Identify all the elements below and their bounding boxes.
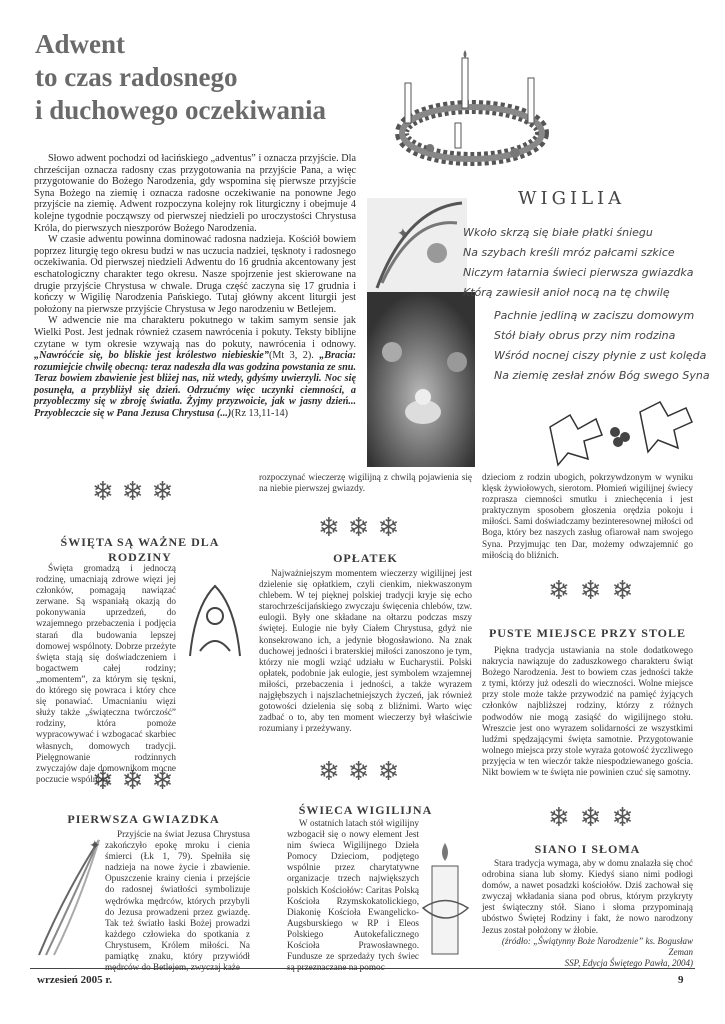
advent-wreath-icon <box>390 48 555 173</box>
snowflake-icon-row <box>92 479 181 505</box>
bible-reference: (Mt 3, 2). <box>268 350 320 362</box>
snowflake-icon: ❄ <box>151 766 182 795</box>
intro-paragraph: W czasie adwentu powinna dominować radosna nadzieja. Kościół bowiem poprzez liturgię tego okresu budzi w nas uczucia nadziei, tęsknoty i radosnego oczekiwania. Od pierwszej niedzieli Adwentu do 16 grudnia akcentowany jest eschatologiczny charakter tego okresu. Nasze spojrzenie jest skierowane na drugie przyjście Chrystusa w chwale. Druga część zaczyna się 17 grudnia i kończy w Wigilię Narodzenia Pańskiego. Tutaj główny akcent liturgii jest położony na pierwsze przyjście Chrystusa w Jego narodzeniu w Betlejem. <box>34 234 356 315</box>
snowflake-icon-row <box>318 759 407 785</box>
snowflake-icon: ❄ <box>377 513 408 542</box>
section-heading: OPŁATEK <box>333 551 398 565</box>
source-note: SSP, Edycja Świętego Pawła, 2004) <box>564 957 693 968</box>
section-text <box>482 858 693 969</box>
bible-quote: „Bracia: rozumiejcie chwilę obecną: teraz nadeszła dla was godzina powstania ze snu. Teraz bowiem zbawienie jest bliżej nas, niż wtedy, gdyśmy uwierzyli. Noc się posunęła, a przybliżył się dzień. Odrzućmy więc uczynki ciemności, a przyobleczmy się w zbroję światła. Żyjmy przyzwoicie, jak w jasny dzień... Przyobleczcie się w Pana Jezusa Chrystusa (...) <box>34 350 356 420</box>
title-line: i duchowego oczekiwania <box>35 95 327 125</box>
intro-article <box>34 153 356 420</box>
section-text <box>36 563 176 785</box>
section-paragraph: Piękna tradycja ustawiania na stole dodatkowego nakrycia nawiązuje do zaduszkowego charakteru świąt Bożego Narodzenia. Jest to bowiem czas jedności także z tymi, którzy już odeszli do wieczności. Wolne miejsce przy stole może także przywodzić na pamięć żyjących członków najbliższej rodziny, którzy z różnych podwodów nie mogą zasiąść do wigilijnego stołu. Wreszcie jest ono wyrazem solidarności ze wszystkimi ludźmi spędzającymi święta samotnie. Przygotowanie wolnego miejsca przy stole wyraża gotowość życzliwego przyjęcia w ten wieczór także niespodziewanego gościa. Nikt bowiem w te święta nie powinien czuć się samotny. <box>482 645 693 778</box>
snowflake-icon: ❄ <box>548 576 580 605</box>
section-text <box>105 829 250 973</box>
poem-line: Którą zawiesił anioł nocą na tę chwilę <box>463 286 670 299</box>
snowflake-icon: ❄ <box>318 513 348 542</box>
poem-title: WIGILIA <box>518 188 626 209</box>
poem-line: Stół biały obrus przy nim rodzina <box>494 329 676 342</box>
holly-icon <box>545 392 705 467</box>
snowflake-icon: ❄ <box>92 766 122 795</box>
comet-star-icon <box>34 835 104 960</box>
snowflake-icon: ❄ <box>92 477 122 506</box>
poem-line: Niczym łatarnia świeci pierwsza gwiazdka <box>463 266 694 279</box>
title-line: to czas radosnego <box>35 62 238 92</box>
section-paragraph: Najważniejszym momentem wieczerzy wigilijnej jest dzielenie się opłatkiem, czyli cienkim, niekwaszonym chlebem. W tej pięknej polskiej tradycji kryje się echo starochrześcijańskiego zwyczaju święcenia chlebów, tzw. eulogii. Były one składane na ołtarzu podczas mszy świętej. Eulogie nie były Ciałem Chrystusa, gdyż nie konsekrowano ich, a jedynie błogosławiono. Na znak duchowej jedności i braterskiej miłości zanoszono je tym, którzy nie mogli wziąć udziału w Eucharystii. Polski opłatek, podobnie jak eulogie, jest symbolem wzajemnej miłości, przebaczenia i jedności, a także wyrazem najgłębszych i najszlachetniejszych życzeń, jak również gotowości dzielenia się sobą z bliźnimi. Warto więc zadbać o to, aby ten moment wieczerzy był właściwie rozumiany i przeżywany. <box>259 568 472 734</box>
title-line: Adwent <box>35 29 126 59</box>
poem-line: Wkoło skrzą się białe płatki śniegu <box>463 226 653 239</box>
issue-date: wrzesień 2005 r. <box>37 974 113 986</box>
source-note: (źródło: „Świątynny Boże Narodzenie” ks. Bogusław Zeman <box>501 935 693 957</box>
footer-divider <box>30 968 695 969</box>
poem-stanza <box>463 226 693 306</box>
angel-illustration <box>367 198 467 293</box>
section-heading: PUSTE MIEJSCE PRZY STOLE <box>488 626 687 640</box>
intro-text: W adwencie nie ma charakteru pokutnego w takim samym sensie jak Wielki Post. Jest jednak również czasem nawrócenia i pokuty. Teksty biblijne czytane w tym okresie wzywają nas do pokuty, nawrócenia i odnowy. <box>34 315 356 350</box>
snowflake-icon: ❄ <box>548 803 580 832</box>
snowflake-icon-row <box>548 578 643 604</box>
page-number: 9 <box>678 974 684 986</box>
snowflake-icon-row <box>318 515 407 541</box>
section-text <box>287 818 419 973</box>
holy-family-illustration <box>180 576 245 666</box>
snowflake-icon: ❄ <box>347 757 378 786</box>
snowflake-icon: ❄ <box>347 513 378 542</box>
intro-paragraph: Słowo adwent pochodzi od łacińskiego „adventus” i oznacza przyjście. Dla chrześcijan oznacza radosny czas przygotowania na przyjście Pana, a więc przygotowanie do Bożego Narodzenia, gdy wspomina się pierwsze przyjście Syna Bożego na ziemię i oznacza radosne oczekiwanie na ponowne Jego przyjście na ziemię. Adwent rozpoczyna kolejny rok liturgiczny i obejmuje 4 kolejne tygodnie począwszy od pierwszej niedzieli po uroczystości Chrystusa Króla, do pierwszych nieszporów Bożego Narodzenia. <box>34 153 356 234</box>
snowflake-icon: ❄ <box>611 803 644 832</box>
poem-line: Pachnie jedliną w zaciszu domowym <box>494 309 695 322</box>
section-paragraph: W ostatnich latach stół wigilijny wzbogacił się o nowy element Jest nim świeca Wigilijnego Dzieła Pomocy Dzieciom, podjętego wspólnie przez charytatywne organizacje trzech największych polskich Kościołów: Caritas Polską Kościoła Rzymskokatolickiego, Diakonię Kościoła Ewangelicko-Augsburskiego w RP i Eleos Polskiego Autokefalicznego Kościoła Prawosławnego. Fundusze ze sprzedaży tych świec są przeznaczane na pomoc <box>287 818 419 973</box>
snowflake-icon: ❄ <box>121 766 152 795</box>
snowflake-icon: ❄ <box>121 477 152 506</box>
section-text <box>482 472 693 561</box>
section-heading: ŚWIĘTA SĄ WAŻNE DLA RODZINY <box>60 535 220 564</box>
section-heading: SIANO I SŁOMA <box>534 842 641 856</box>
section-text <box>482 645 693 778</box>
intro-paragraph <box>34 315 356 419</box>
poem-line: Na szybach kreśli mróz pałcami szkice <box>463 246 675 259</box>
poem-line: Wśród nocnej ciszy płynie z ust kolęda <box>494 349 707 362</box>
section-paragraph: dzieciom z rodzin ubogich, pokrzywdzonym w wyniku klęsk żywiołowych, sierotom. Płomień wigilijnej świecy rozprasza ciemności smutku i zniechęcenia i jest praktycznym sposobem głoszenia orędzia pokoju i miłości. Sami doświadczamy bezinteresownej miłości od Boga, który bez naszych zasług ofiarował nam swojego Syna. Przyjmując ten Dar, możemy odwzajemnić go miłością do bliźnich. <box>482 472 693 560</box>
section-text <box>259 472 472 494</box>
section-paragraph: rozpoczynać wieczerzę wigilijną z chwilą pojawienia się na niebie pierwszej gwiazdy. <box>259 472 472 494</box>
bible-quote: „Nawróćcie się, bo bliskie jest królestwo niebieskie” <box>34 350 269 362</box>
page-title <box>35 28 365 127</box>
snowflake-icon-row <box>548 805 643 831</box>
svg-text:✦: ✦ <box>397 227 409 242</box>
poem-line: Na ziemię zesłał znów Bóg swego Syna <box>494 369 710 382</box>
snowflake-icon: ❄ <box>579 803 612 832</box>
section-heading: PIERWSZA GWIAZDKA <box>67 812 220 826</box>
section-paragraph: Stara tradycja wymaga, aby w domu znalazła się choć odrobina siana lub słomy. Kiedyś siano nimi podłogi domów, a nawet posadzki kościołów. Dziś zachował się zwyczaj wkładania siana pod obrus, którym przykryty jest świąteczny stół. Siano i słoma przypominają ubóstwo Świętej Rodziny i fakt, że nowo narodzony Jezus został położony w żłobie. <box>482 858 693 935</box>
snowflake-icon: ❄ <box>611 576 644 605</box>
snowflake-icon: ❄ <box>151 477 182 506</box>
candle-icon <box>418 838 473 958</box>
bible-reference: (Rz 13,11-14) <box>231 408 289 420</box>
svg-text:✦: ✦ <box>89 839 101 854</box>
snowflake-icon: ❄ <box>579 576 612 605</box>
poem-stanza <box>494 309 710 389</box>
nativity-photo <box>367 292 475 467</box>
section-text <box>259 568 472 734</box>
section-paragraph: Święta gromadzą i jednoczą rodzinę, umacniają zdrowe więzi jej członków, pomagają nawiązać zerwane. Są wspaniałą okazją do pokonywania uprzedzeń, do wzajemnego przebaczenia i podjęcia starań dla budowania lepszej domowej wspólnoty. Dobrze przeżyte święta stają się doświadczeniem i bogactwem całej rodziny; „momentem”, za którym się tęskni, do którego się powraca i który chce się ponawiać. Umacnianiu więzi służy także „świąteczna twórczość” rodziny, która pomoże wypracowywać i wzbogacać skarbiec własnych, domowych tradycji. Pielęgnowanie rodzinnych zwyczajów daje domownikom mocne poczucie wspólnoty. <box>36 563 176 784</box>
snowflake-icon: ❄ <box>377 757 408 786</box>
section-heading: ŚWIECA WIGILIJNA <box>298 803 433 817</box>
snowflake-icon: ❄ <box>318 757 348 786</box>
section-paragraph: Przyjście na świat Jezusa Chrystusa zakończyło epokę mroku i cienia śmierci (Łk 1, 79). Spełniła się nadzieja na nowe życie i zbawienie. Opuszczenie krainy cienia i przejście do radosnej światłości symbolizuje wędrówka mędrców, których przybyli do Jezusa prowadzeni przez gwiazdę. Tak też światło łaski Bożej prowadzi każdego człowieka do spotkania z Chrystusem, Królem miłości. Na pamiątkę znaku, który przywiódł mędrców do Betlejem, zwyczaj każe <box>105 829 250 973</box>
